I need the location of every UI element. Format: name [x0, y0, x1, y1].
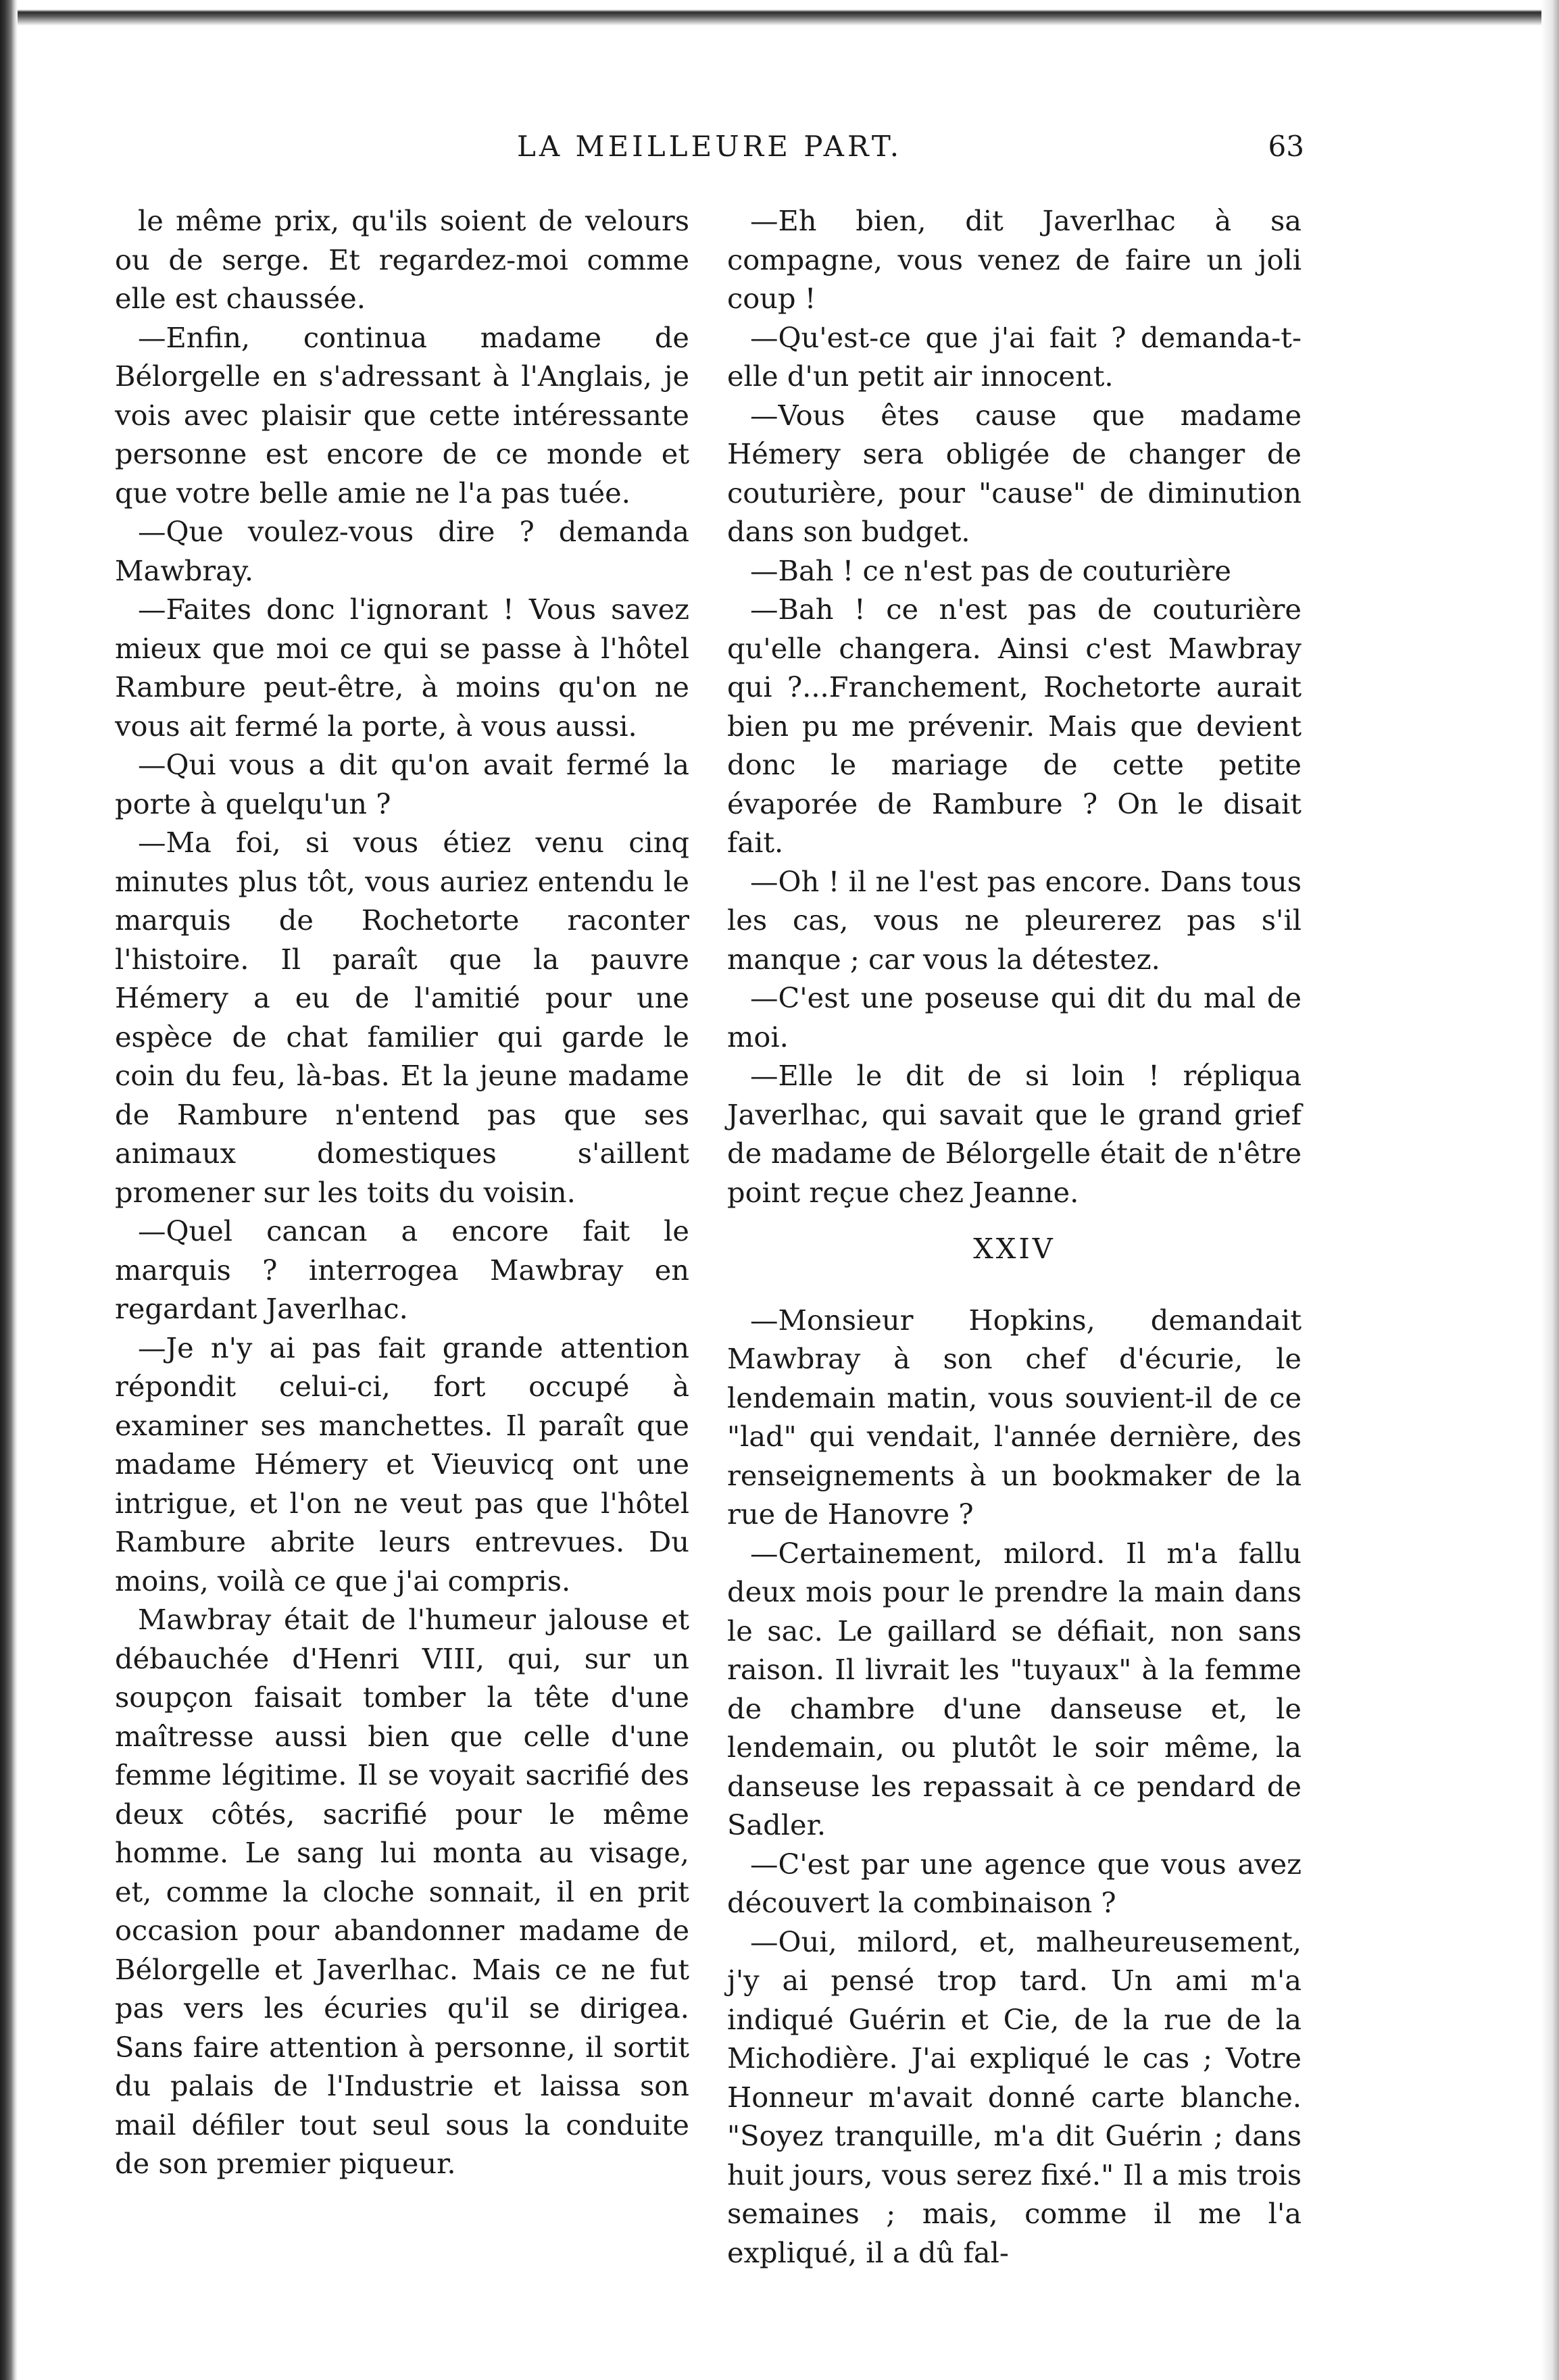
paragraph: —Monsieur Hopkins, demandait Mawbray à son chef d'écurie, le lendemain matin, vous souvient-il de ce "lad" qui vendait, l'année dernière, des renseignements à un bookmaker de la rue de Hanovre ?: [727, 1303, 1302, 1531]
paragraph: —C'est par une agence que vous avez découvert la combinaison ?: [727, 1847, 1302, 1919]
right-column: [727, 201, 1302, 2272]
scan-left-edge: [0, 0, 18, 2380]
left-column: [115, 201, 689, 2183]
paragraph: —Bah ! ce n'est pas de couturière: [750, 553, 1231, 587]
paragraph: —Je n'y ai pas fait grande attention répondit celui-ci, fort occupé à examiner ses manchettes. Il paraît que madame Hémery et Vieuvicq ont une intrigue, et l'on ne veut pas que l'hôtel Rambure abrite leurs entrevues. Du moins, voilà ce que j'ai compris.: [115, 1331, 689, 1597]
paragraph: —Eh bien, dit Javerlhac à sa compagne, vous venez de faire un joli coup !: [727, 204, 1302, 315]
paragraph: —Ma foi, si vous étiez venu cinq minutes plus tôt, vous auriez entendu le marquis de Rochetorte raconter l'histoire. Il paraît que la pauvre Hémery a eu de l'amitié pour une espèce de chat familier qui garde le coin du feu, là-bas. Et la jeune madame de Rambure n'entend pas que ses animaux domestiques s'aillent promener sur les toits du voisin.: [115, 826, 689, 1209]
paragraph: —Qui vous a dit qu'on avait fermé la porte à quelqu'un ?: [115, 748, 689, 820]
paragraph: —Que voulez-vous dire ? demanda Mawbray.: [115, 515, 689, 587]
paragraph: —C'est une poseuse qui dit du mal de moi.: [727, 981, 1302, 1053]
running-title: LA MEILLEURE PART.: [516, 130, 903, 163]
scan-top-edge: [0, 0, 1559, 26]
page-number: 63: [1268, 130, 1304, 163]
paragraph: —Quel cancan a encore fait le marquis ? interrogea Mawbray en regardant Javerlhac.: [115, 1214, 689, 1325]
paragraph: —Vous êtes cause que madame Hémery sera obligée de changer de couturière, pour "cause" de diminution dans son budget.: [727, 398, 1302, 548]
paragraph: —Elle le dit de si loin ! répliqua Javerlhac, qui savait que le grand grief de madame de Bélorgelle était de n'être point reçue chez Jeanne.: [727, 1059, 1302, 1209]
page-header: [115, 130, 1304, 170]
paragraph: —Bah ! ce n'est pas de couturière qu'elle changera. Ainsi c'est Mawbray qui ?...Franchement, Rochetorte aurait bien pu me prévenir. Mais que devient donc le mariage de cette petite évaporée de Rambure ? On le disait fait.: [727, 593, 1302, 859]
paragraph: Mawbray était de l'humeur jalouse et débauchée d'Henri VIII, qui, sur un soupçon faisait tomber la tête d'une maîtresse aussi bien que celle d'une femme légitime. Il se voyait sacrifié des deux côtés, sacrifié pour le même homme. Le sang lui monta au visage, et, comme la cloche sonnait, il en prit occasion pour abandonner madame de Bélorgelle et Javerlhac. Mais ce ne fut pas vers les écuries qu'il se dirigea. Sans faire attention à personne, il sortit du palais de l'Industrie et laissa son mail défiler tout seul sous la conduite de son premier piqueur.: [115, 1603, 689, 2180]
paragraph: —Faites donc l'ignorant ! Vous savez mieux que moi ce qui se passe à l'hôtel Rambure peut-être, à moins qu'on ne vous ait fermé la porte, à vous aussi.: [115, 593, 689, 743]
chapter-heading: XXIV: [973, 1232, 1056, 1265]
scan-right-edge: [1541, 0, 1559, 2380]
paragraph: —Qu'est-ce que j'ai fait ? demanda-t-elle d'un petit air innocent.: [727, 320, 1302, 393]
paragraph: —Oh ! il ne l'est pas encore. Dans tous les cas, vous ne pleurerez pas s'il manque ; car vous la détestez.: [727, 864, 1302, 976]
paragraph: —Enfin, continua madame de Bélorgelle en s'adressant à l'Anglais, je vois avec plaisir que cette intéressante personne est encore de ce monde et que votre belle amie ne l'a pas tuée.: [115, 320, 689, 510]
paragraph: —Certainement, milord. Il m'a fallu deux mois pour le prendre la main dans le sac. Le gaillard se défiait, non sans raison. Il livrait les "tuyaux" à la femme de chambre d'une danseuse et, le lendemain, ou plutôt le soir même, la danseuse les repassait à ce pendard de Sadler.: [727, 1536, 1302, 1841]
paragraph: le même prix, qu'ils soient de velours ou de serge. Et regardez-moi comme elle est chaussée.: [115, 204, 689, 315]
paragraph: —Oui, milord, et, malheureusement, j'y ai pensé trop tard. Un ami m'a indiqué Guérin et Cie, de la rue de la Michodière. J'ai expliqué le cas ; Votre Honneur m'avait donné carte blanche. "Soyez tranquille, m'a dit Guérin ; dans huit jours, vous serez fixé." Il a mis trois semaines ; mais, comme il me l'a expliqué, il a dû fal-: [727, 1925, 1302, 2269]
